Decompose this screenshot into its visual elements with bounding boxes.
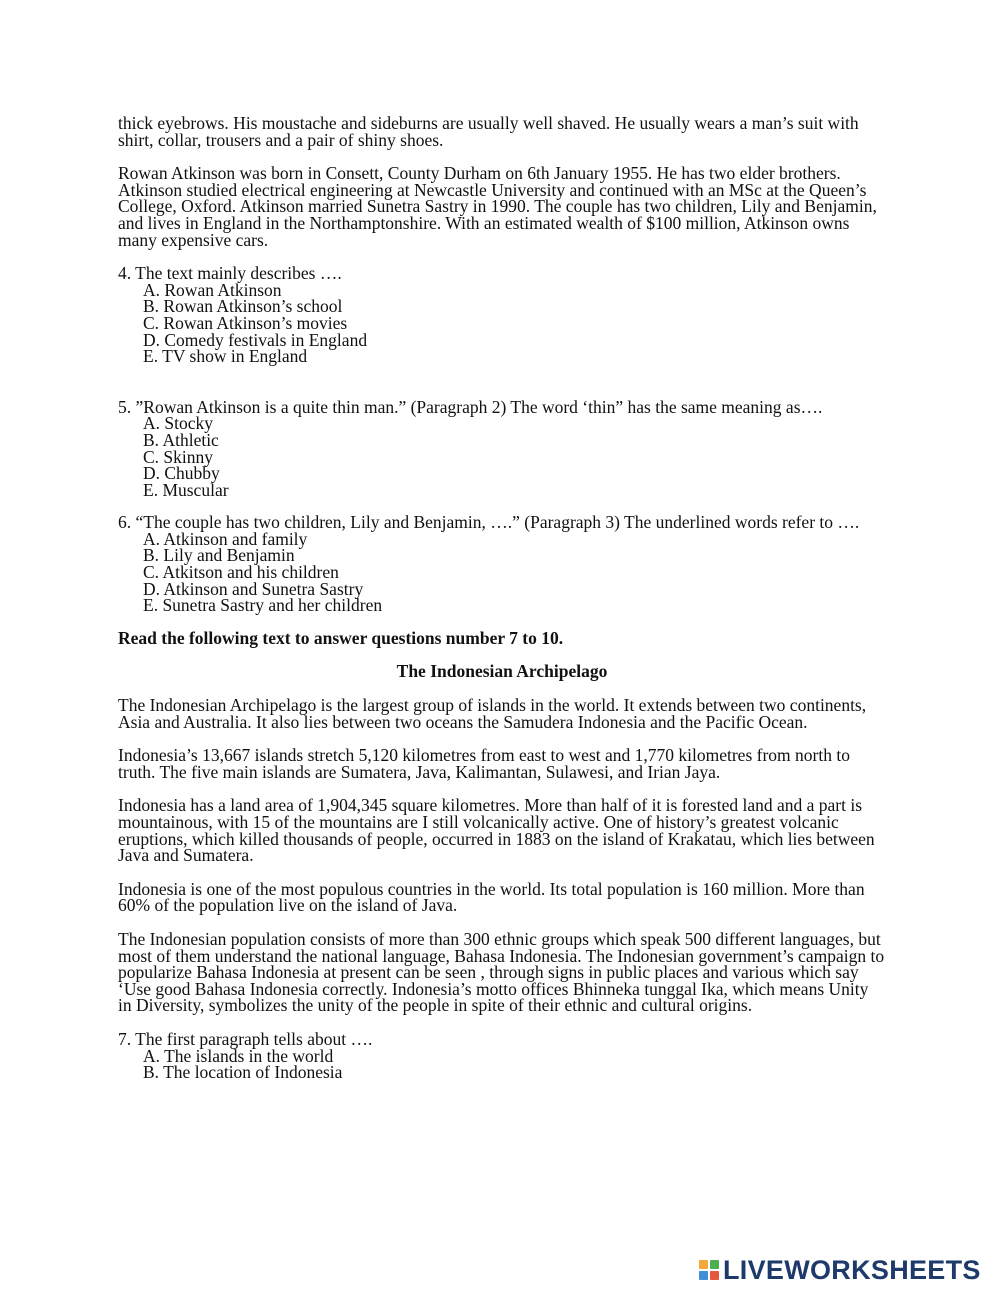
question-stem: 6. “The couple has two children, Lily and Benjamin, ….” (Paragraph 3) The underlined words refer to …. — [118, 512, 860, 533]
question-5 — [118, 396, 886, 500]
logo-blocks-icon — [699, 1260, 719, 1280]
question-stem: 7. The first paragraph tells about …. — [118, 1028, 373, 1049]
question-4 — [118, 265, 886, 365]
option-c: C. Skinny — [143, 446, 214, 467]
option-a: A. Rowan Atkinson — [143, 279, 282, 300]
passage1-paragraph-appearance: thick eyebrows. His moustache and sideburns are usually well shaved. He usually wears a man’s suit with shirt, collar, trousers and a pair of shiny shoes. — [118, 113, 859, 150]
passage2-paragraph-5: The Indonesian population consists of more than 300 ethnic groups which speak 500 different languages, but most of them understand the national language, Bahasa Indonesia. The Indonesian government’s campaign to popularize Bahasa Indonesia at present can be seen , through signs in public places and various which say ‘Use good Bahasa Indonesia correctly. Indonesia’s motto offices Bhinneka tunggal Ika, which means Unity in Diversity, symbolizes the unity of the people in spite of their ethnic and cultural origins. — [118, 928, 885, 1016]
passage2-paragraph-4: Indonesia is one of the most populous countries in the world. Its total population is 160 million. More than 60% of the population live on the island of Java. — [118, 878, 865, 916]
logo-block-2 — [710, 1260, 719, 1269]
option-b: B. Athletic — [143, 429, 219, 450]
passage2-paragraph-1: The Indonesian Archipelago is the largest group of islands in the world. It extends between two continents, Asia and Australia. It also lies between two oceans the Samudera Indonesia and the Pacific Ocean. — [118, 695, 867, 732]
option-c: C. Rowan Atkinson’s movies — [143, 312, 348, 333]
question-stem: 4. The text mainly describes …. — [118, 263, 342, 284]
option-c: C. Atkitson and his children — [143, 562, 339, 583]
question-stem: 5. ”Rowan Atkinson is a quite thin man.” (Paragraph 2) The word ‘thin” has the same meaning as…. — [118, 396, 823, 417]
passage1-paragraph-biography: Rowan Atkinson was born in Consett, County Durham on 6th January 1955. He has two elder brothers. Atkinson studied electrical engineering at Newcastle University and continued with an MSc at the Queen’s College, Oxford. Atkinson married Sunetra Sastry in 1990. The couple has two children, Lily and Benjamin, and lives in England in the Northamptonshire. With an estimated wealth of $100 million, Atkinson owns many expensive cars. — [118, 163, 877, 250]
option-a: A. Stocky — [143, 413, 213, 434]
option-d: D. Chubby — [143, 463, 220, 484]
section-instruction: Read the following text to answer questions number 7 to 10. — [118, 627, 564, 648]
option-e: E. Sunetra Sastry and her children — [143, 595, 383, 616]
option-b: B. Rowan Atkinson’s school — [143, 296, 343, 317]
worksheet-page — [118, 115, 886, 1081]
option-b: B. Lily and Benjamin — [143, 545, 295, 566]
logo-block-4 — [710, 1271, 719, 1280]
option-e: E. TV show in England — [143, 346, 308, 367]
option-e: E. Muscular — [143, 479, 229, 500]
option-a: A. The islands in the world — [143, 1045, 334, 1066]
logo-block-1 — [699, 1260, 708, 1269]
logo-text: LIVEWORKSHEETS — [723, 1255, 981, 1285]
passage2-paragraph-3: Indonesia has a land area of 1,904,345 square kilometres. More than half of it is forested land and a part is mountainous, with 15 of the mountains are I still volcanically active. One of history’s greatest volcanic eruptions, which killed thousands of people, occurred in 1883 on the island of Krakatau, which lies between Java and Sumatera. — [118, 795, 875, 866]
option-b: B. The location of Indonesia — [143, 1062, 343, 1083]
logo-block-3 — [699, 1271, 708, 1280]
option-d: D. Comedy festivals in England — [143, 329, 368, 350]
liveworksheets-logo[interactable] — [699, 1256, 981, 1284]
question-7 — [118, 1028, 886, 1083]
option-a: A. Atkinson and family — [143, 528, 308, 549]
passage2-paragraph-2: Indonesia’s 13,667 islands stretch 5,120 kilometres from east to west and 1,770 kilometres from north to truth. The five main islands are Sumatera, Java, Kalimantan, Sulawesi, and Irian Jaya. — [118, 745, 850, 782]
passage2-title: The Indonesian Archipelago — [396, 661, 608, 682]
question-6 — [118, 514, 886, 614]
option-d: D. Atkinson and Sunetra Sastry — [143, 578, 364, 599]
